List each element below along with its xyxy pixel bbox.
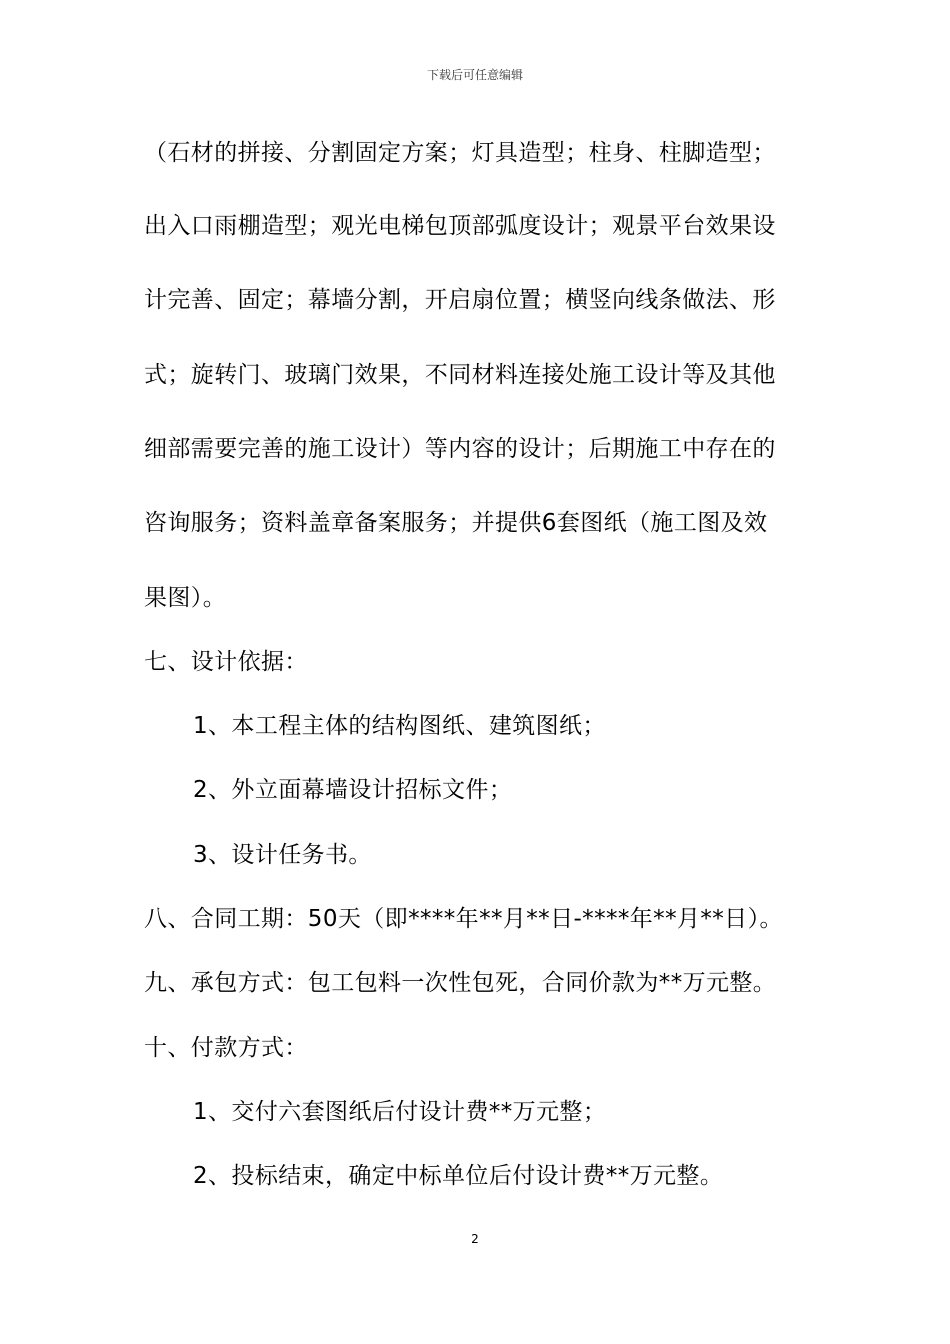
section-heading: 七、设计依据： — [144, 649, 308, 675]
paragraph-line: 出入口雨棚造型；观光电梯包顶部弧度设计；观景平台效果设 — [144, 213, 776, 239]
paragraph-line: 式；旋转门、玻璃门效果，不同材料连接处施工设计等及其他 — [144, 362, 776, 388]
list-item: 3、设计任务书。 — [193, 842, 372, 868]
section-heading: 十、付款方式： — [144, 1035, 308, 1061]
list-item: 1、本工程主体的结构图纸、建筑图纸； — [193, 713, 606, 739]
paragraph-line: 果图）。 — [144, 585, 227, 611]
page-header-note: 下载后可任意编辑 — [426, 68, 523, 82]
section-heading: 九、承包方式：包工包料一次性包死，合同价款为**万元整。 — [144, 970, 777, 996]
page-number: 2 — [471, 1232, 479, 1246]
section-heading: 八、合同工期：50天（即****年**月**日-****年**月**日）。 — [144, 906, 783, 932]
paragraph-line: 计完善、固定；幕墙分割，开启扇位置；横竖向线条做法、形 — [144, 287, 776, 313]
list-item: 1、交付六套图纸后付设计费**万元整； — [193, 1099, 607, 1125]
paragraph-line: 咨询服务；资料盖章备案服务；并提供6套图纸（施工图及效 — [144, 510, 768, 536]
list-item: 2、投标结束，确定中标单位后付设计费**万元整。 — [193, 1163, 724, 1189]
paragraph-line: （石材的拼接、分割固定方案；灯具造型；柱身、柱脚造型； — [144, 140, 776, 166]
list-item: 2、外立面幕墙设计招标文件； — [193, 777, 513, 803]
paragraph-line: 细部需要完善的施工设计）等内容的设计；后期施工中存在的 — [144, 436, 776, 462]
